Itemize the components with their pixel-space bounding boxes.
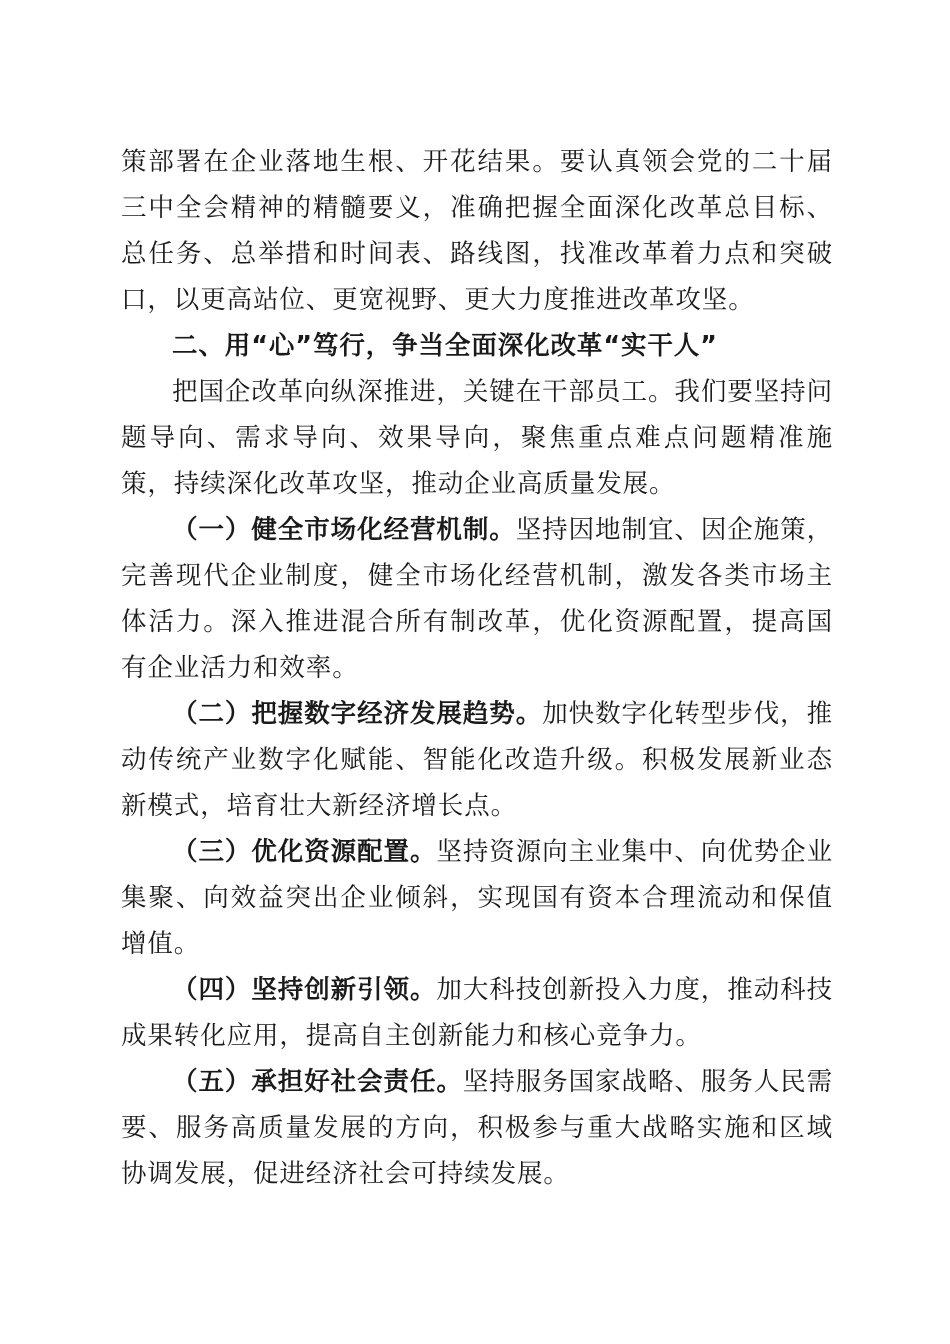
continuation-paragraph: 策部署在企业落地生根、开花结果。要认真领会党的二十届三中全会精神的精髓要义，准确把握全面深化改革总目标、总任务、总举措和时间表、路线图，找准改革着力点和突破口，以更高站位、更宽视野、更大力度推进改革攻坚。 xyxy=(121,147,833,315)
item-3-lead: （三）优化资源配置。 xyxy=(172,837,437,867)
item-4-lead: （四）坚持创新引领。 xyxy=(172,975,437,1005)
item-1-paragraph xyxy=(121,507,833,691)
item-3-paragraph xyxy=(121,829,833,967)
section-heading: 二、用“心”笃行，争当全面深化改革“实干人” xyxy=(172,331,718,361)
item-5-body: 坚持服务国家战略、服务人民需要、服务高质量发展的方向，积极参与重大战略实施和区域协调发展，促进经济社会可持续发展。 xyxy=(121,1067,833,1189)
intro-paragraph: 把国企改革向纵深推进，关键在干部员工。我们要坚持问题导向、需求导向、效果导向，聚焦重点难点问题精准施策，持续深化改革攻坚，推动企业高质量发展。 xyxy=(121,377,833,499)
item-1-lead: （一）健全市场化经营机制。 xyxy=(172,515,516,545)
item-2-body: 加快数字化转型步伐，推动传统产业数字化赋能、智能化改造升级。积极发展新业态新模式，培育壮大新经济增长点。 xyxy=(121,699,833,821)
item-2-paragraph xyxy=(121,691,833,829)
item-5-paragraph xyxy=(121,1059,833,1197)
item-5-lead: （五）承担好社会责任。 xyxy=(172,1067,463,1097)
item-4-paragraph xyxy=(121,967,833,1059)
item-3-body: 坚持资源向主业集中、向优势企业集聚、向效益突出企业倾斜，实现国有资本合理流动和保值增值。 xyxy=(121,837,833,959)
item-4-body: 加大科技创新投入力度，推动科技成果转化应用，提高自主创新能力和核心竞争力。 xyxy=(121,975,833,1051)
item-2-lead: （二）把握数字经济发展趋势。 xyxy=(172,699,543,729)
item-1-body: 坚持因地制宜、因企施策，完善现代企业制度，健全市场化经营机制，激发各类市场主体活力。深入推进混合所有制改革，优化资源配置，提高国有企业活力和效率。 xyxy=(121,515,833,683)
